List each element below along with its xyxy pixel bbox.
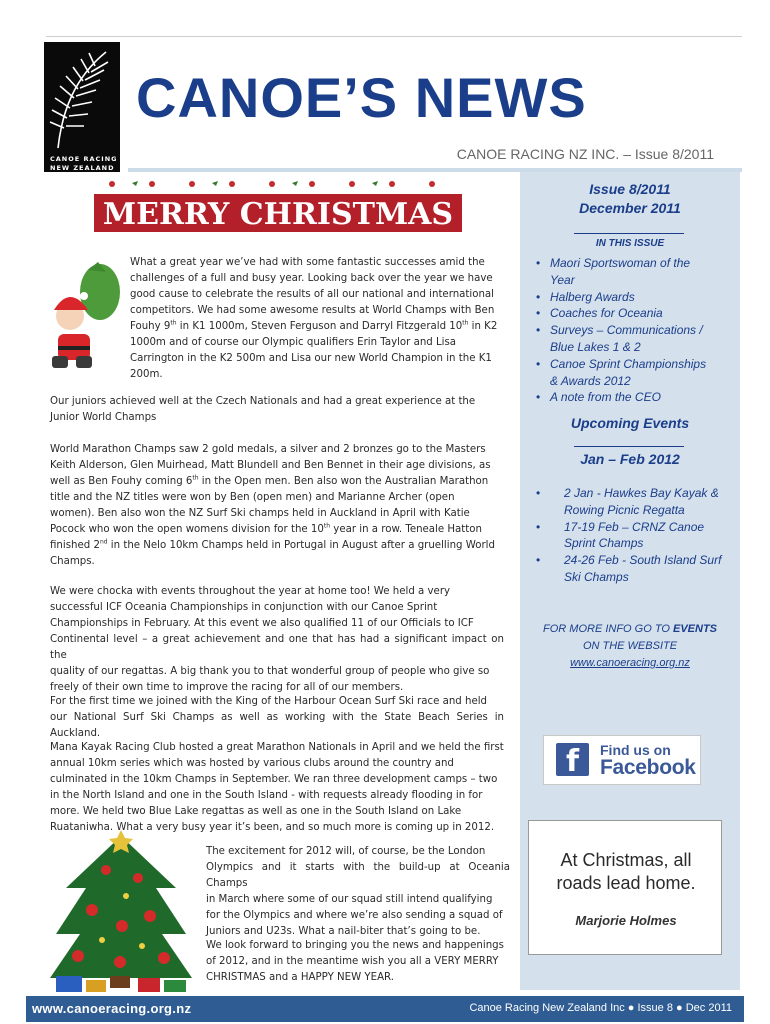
website-link[interactable]: www.canoeracing.org.nz [570,657,690,669]
footer-bar [26,996,744,1022]
text-line: Champs. [50,556,95,567]
list-item: • Halberg Awards [536,289,732,306]
text-line: Carrington in the K2 500m and Lisa our new World Champion in the K1 [130,353,492,364]
more-info-suffix: ON THE WEBSITE [582,640,678,652]
more-info-prefix: FOR MORE INFO GO TO [543,623,670,635]
sidebar-divider [574,446,684,447]
article-paragraph-2012 [206,844,510,940]
canoe-racing-nz-logo[interactable] [44,42,120,172]
sidebar-issue-heading [520,180,740,218]
article-paragraph-intro [130,255,504,383]
sidebar-issue-number: Issue 8/2011 [589,181,671,197]
sidebar-divider [574,233,684,234]
list-item: • Maori Sportswoman of the Year [536,255,732,289]
top-rule [46,36,742,37]
article-paragraph-surf-ski [50,694,504,742]
text-line: successful ICF Oceania Championships in conjunction with our Canoe Sprint [50,602,438,613]
logo-text-line1: CANOE RACING [50,155,118,163]
list-item: • Surveys – Communications / Blue Lakes 1 & 2 [536,322,732,356]
list-item: • Coaches for Oceania [536,305,732,322]
text-line: Fouhy 9th in K1 1000m, Steven Ferguson and Darryl Fitzgerald 10th in K2 [130,319,498,332]
christmas-tree-illustration [46,830,196,995]
quote-line: roads lead home. [556,873,696,893]
santa-illustration [44,262,126,372]
text-line: Olympics and it starts with the build-up at Oceania Champs [206,862,510,889]
text-line: Ruataniwha. What a very busy year it’s been, and so much more is coming up in 2012. [50,822,495,833]
text-line: Juniors and U23s. What a nail-biter that’s going to be. [206,926,481,937]
text-line: in March where some of our squad still intend qualifying [206,894,493,905]
newsletter-title: CANOE’S NEWS [136,66,587,129]
facebook-text: Facebook [600,756,696,779]
text-line: title and the NZ titles were won by Ben (open men) and Marianne Archer (open [50,492,455,503]
text-line: We look forward to bringing you the news and happenings [206,940,504,951]
facebook-find-us-text: Find us on [600,742,671,758]
text-line: Pocock who won the open womens division for the 10th year in a row. Teneale Hatton [50,522,482,535]
text-line: for the Olympics and where we’re also sending a squad of [206,910,503,921]
issue-line: CANOE RACING NZ INC. – Issue 8/2011 [456,146,714,162]
text-line: competitors. We had some awesome results at World Champs with Ben [130,305,495,316]
article-paragraph-juniors [50,394,504,426]
text-line: women). Ben also won the NZ Surf Ski champs held in Auckland in April with Katie [50,508,470,519]
fern-frond-icon [44,42,120,154]
text-line: The excitement for 2012 will, of course, be the London [206,846,486,857]
text-line: Championships in February. At this event we also qualified 11 of our Officials to ICF [50,618,474,629]
upcoming-events-list [536,485,732,586]
upcoming-events-heading: Upcoming Events [570,415,690,431]
quote-line: At Christmas, all [560,850,692,870]
merry-christmas-banner [92,180,464,234]
text-line: finished 2nd in the Nelo 10km Champs held in Portugal in August after a gruelling World [50,538,495,551]
text-line: CHRISTMAS and a HAPPY NEW YEAR. [206,972,395,983]
text-line: 1000m and of course our Olympic qualifiers Erin Taylor and Lisa [130,337,457,348]
text-line: our National Surf Ski Champs as well as working with the State Beach Series in Auckland. [50,712,504,739]
text-line: We were chocka with events throughout the year at home too! We held a very [50,586,451,597]
footer-issue-info: Canoe Racing New Zealand Inc ● Issue 8 ● Dec 2011 [469,1002,732,1014]
text-line: good cause to celebrate the results of all our national and international [130,289,494,300]
facebook-badge[interactable] [543,735,701,785]
text-line: annual 10km series which was hosted by various clubs around the country and [50,758,454,769]
text-line: culminated in the 10km Champs in September. We ran three development camps – two [50,774,498,785]
in-this-issue-label: IN THIS ISSUE [595,238,665,249]
text-line: What a great year we’ve had with some fantastic successes amid the [130,257,485,268]
text-line: Our juniors achieved well at the Czech Nationals and had a great experience at the [50,396,476,407]
more-info-block [530,621,730,672]
quote-box [528,820,722,955]
text-line: Mana Kayak Racing Club hosted a great Marathon Nationals in April and we held the first [50,742,504,753]
article-paragraph-marathon [50,442,504,570]
list-item: • 24-26 Feb - South Island Surf Ski Champs [536,552,732,586]
list-item: • Canoe Sprint Championships & Awards 2012 [536,356,732,390]
facebook-icon: f [556,743,589,776]
text-line: more. We held two Blue Lake regattas as well as one in the South Island on Lake [50,806,462,817]
list-item: • 17-19 Feb – CRNZ Canoe Sprint Champs [536,519,732,553]
text-line: 200m. [130,369,163,380]
text-line: quality of our regattas. A big thank you to that wonderful group of people who give so [50,666,490,677]
in-this-issue-list [536,255,732,406]
text-line: freely of their own time to improve the racing for all of our members. [50,682,404,693]
article-paragraph-events [50,584,504,696]
list-item: • 2 Jan - Hawkes Bay Kayak & Rowing Picnic Regatta [536,485,732,519]
text-line: Keith Alderson, Glen Muirhead, Matt Blundell and Ben Bennet in their age divisions, as [50,460,491,471]
text-line: in the North Island and one in the South Island - with requests already flooding in for [50,790,483,801]
text-line: World Marathon Champs saw 2 gold medals, a silver and 2 bronzes go to the Masters [50,444,486,455]
article-paragraph-closing [206,938,510,986]
more-info-events: EVENTS [672,623,717,635]
sidebar [520,172,740,990]
quote-author: Marjorie Holmes [575,913,677,928]
list-item: • A note from the CEO [536,389,732,406]
text-line: challenges of a full and busy year. Looking back over the year we have [130,273,493,284]
quote-text [535,849,717,895]
text-line: well as Ben Fouhy coming 6th in the Open men. Ben also won the Australian Marathon [50,474,489,487]
sidebar-issue-date: December 2011 [579,200,681,216]
text-line: For the first time we joined with the King of the Harbour Ocean Surf Ski race and held [50,696,488,707]
upcoming-period: Jan – Feb 2012 [580,451,680,467]
text-line: Continental level – a great achievement and one that has had a significant impact on the [50,634,504,661]
logo-text-line2: NEW ZEALAND [50,164,115,172]
article-paragraph-mana-kayak [50,740,504,836]
svg-text:MERRY CHRISTMAS: MERRY CHRISTMAS [102,197,454,232]
text-line: of 2012, and in the meantime wish you all a VERY MERRY [206,956,499,967]
text-line: Junior World Champs [50,412,157,423]
footer-website[interactable]: www.canoeracing.org.nz [32,1001,192,1016]
